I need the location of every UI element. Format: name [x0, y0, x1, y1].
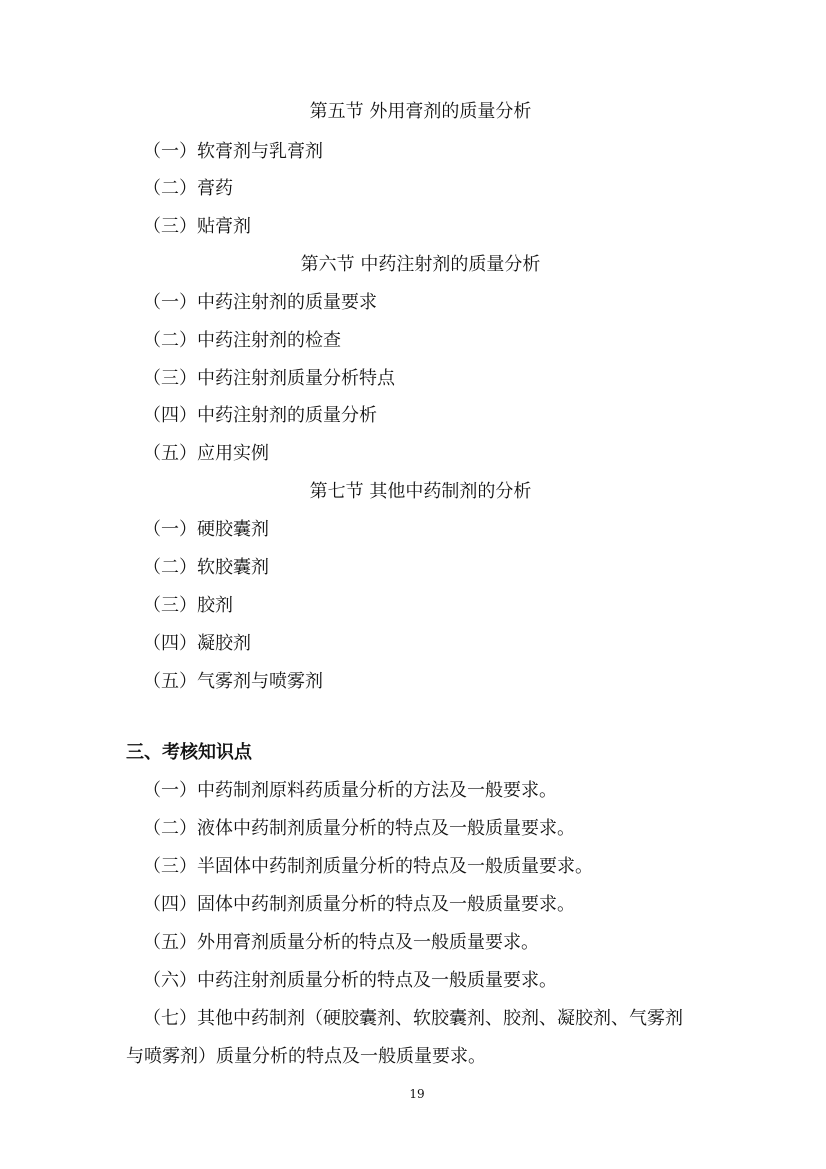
list-item: （三）胶剂 — [143, 595, 233, 616]
list-item: （三）贴膏剂 — [143, 216, 251, 237]
list-item: （五）应用实例 — [143, 443, 269, 464]
list-item: （六）中药注射剂质量分析的特点及一般质量要求。 — [143, 970, 557, 991]
list-item: （二）液体中药制剂质量分析的特点及一般质量要求。 — [143, 818, 575, 839]
list-item-continuation: 与喷雾剂）质量分析的特点及一般质量要求。 — [126, 1046, 486, 1067]
list-item: （五）气雾剂与喷雾剂 — [143, 671, 323, 692]
list-item: （五）外用膏剂质量分析的特点及一般质量要求。 — [143, 932, 539, 953]
section-heading-5: 第五节 外用膏剂的质量分析 — [309, 101, 532, 122]
list-item: （四）中药注射剂的质量分析 — [143, 405, 377, 426]
list-item: （二）中药注射剂的检查 — [143, 330, 341, 351]
list-item: （一）中药制剂原料药质量分析的方法及一般要求。 — [143, 780, 557, 801]
list-item: （七）其他中药制剂（硬胶囊剂、软胶囊剂、胶剂、凝胶剂、气雾剂 — [143, 1008, 683, 1029]
list-item: （四）固体中药制剂质量分析的特点及一般质量要求。 — [143, 894, 575, 915]
list-item: （三）半固体中药制剂质量分析的特点及一般质量要求。 — [143, 856, 593, 877]
section-heading-7: 第七节 其他中药制剂的分析 — [309, 481, 532, 502]
list-item: （四）凝胶剂 — [143, 633, 251, 654]
list-item: （二）软胶囊剂 — [143, 557, 269, 578]
list-item: （一）软膏剂与乳膏剂 — [143, 141, 323, 162]
list-item: （二）膏药 — [143, 178, 233, 199]
list-item: （三）中药注射剂质量分析特点 — [143, 368, 395, 389]
assessment-title: 三、考核知识点 — [126, 742, 252, 763]
list-item: （一）中药注射剂的质量要求 — [143, 292, 377, 313]
page-number: 19 — [409, 1087, 425, 1101]
section-heading-6: 第六节 中药注射剂的质量分析 — [300, 254, 541, 275]
list-item: （一）硬胶囊剂 — [143, 519, 269, 540]
